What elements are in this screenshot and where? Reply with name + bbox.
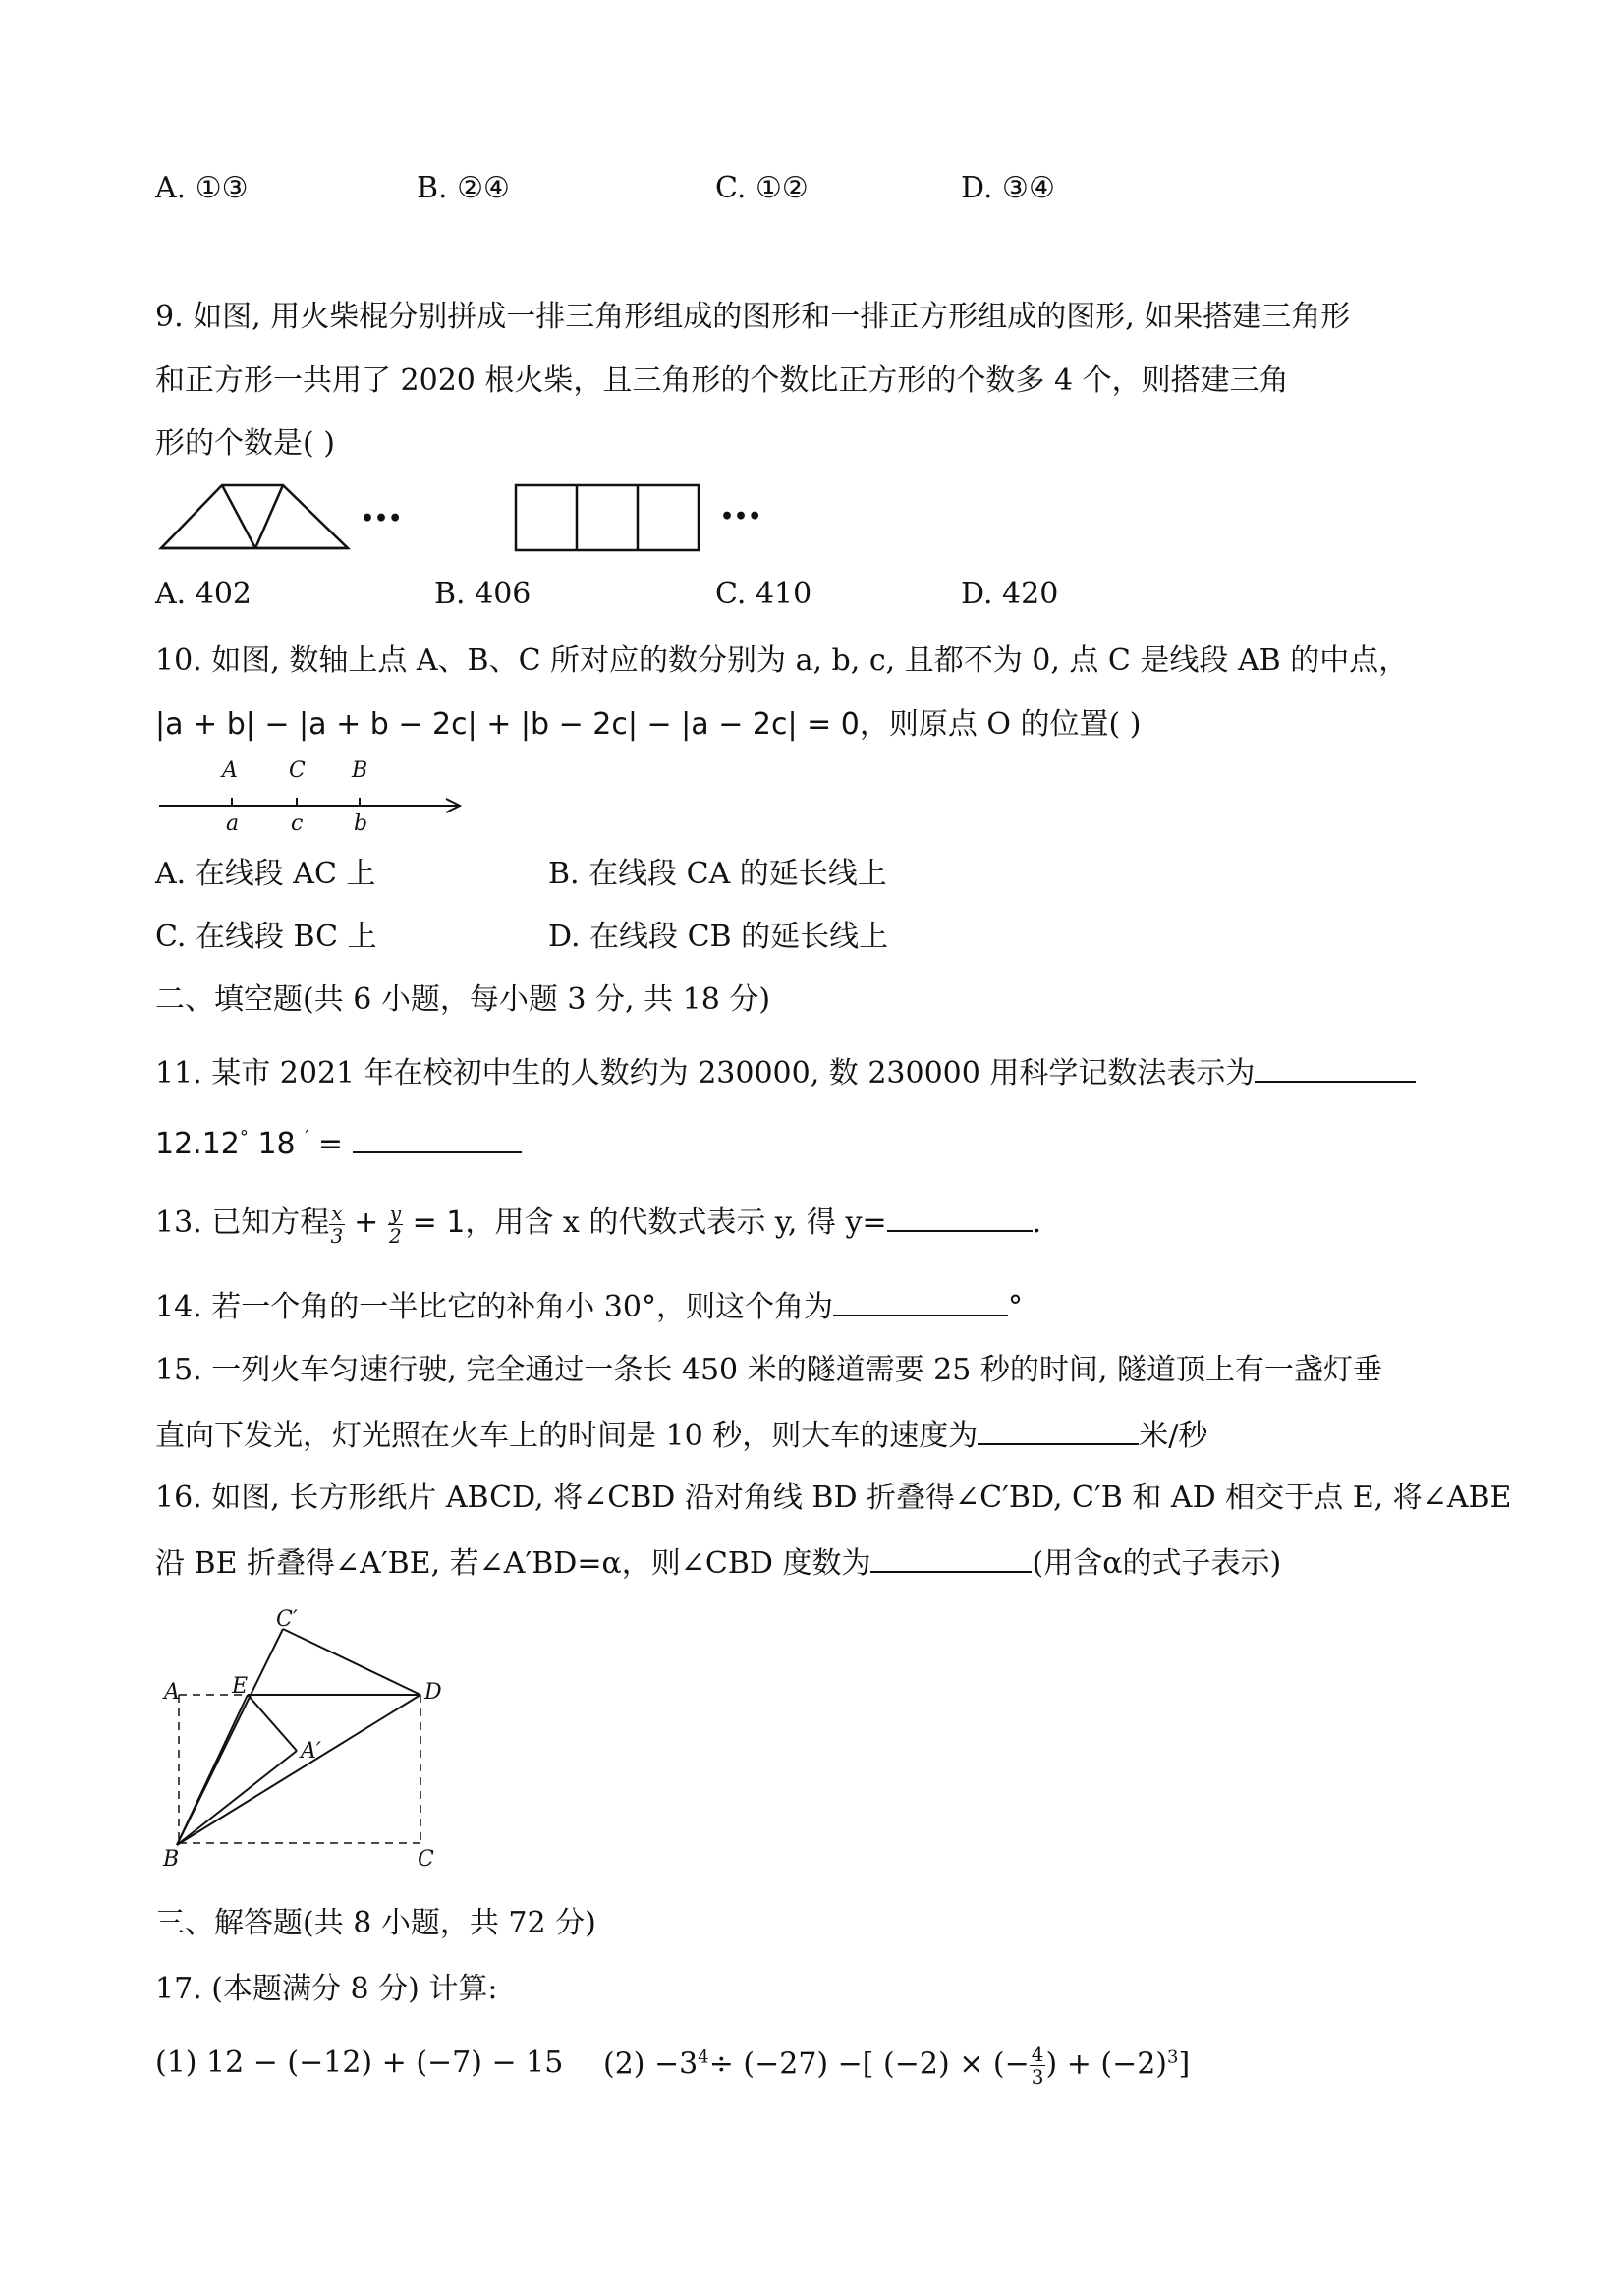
q17-part-1: (1) 12 − (−12) + (−7) − 15: [155, 2045, 564, 2080]
q10-number-line: [157, 756, 472, 845]
q10-option-c: C. 在线段 BC 上: [155, 920, 377, 954]
q11-text: 11. 某市 2021 年在校初中生的人数约为 230000, 数 230000 用科学记数法表示为: [155, 1056, 1256, 1091]
q10-value-c-label: c: [291, 812, 304, 836]
q15-text: 直向下发光，灯光照在火车上的时间是 10 秒，则大车的速度为: [155, 1419, 979, 1453]
q17-title: 17. (本题满分 8 分) 计算:: [155, 1972, 498, 2006]
q13-prefix: 13. 已知方程: [155, 1205, 330, 1240]
q13-end: .: [1032, 1205, 1042, 1240]
q17-part2-frac-den: 3: [1031, 2065, 1044, 2089]
q10-point-b-label: B: [352, 758, 368, 783]
q11: [155, 1051, 1416, 1093]
q9-option-c: C. 410: [715, 577, 812, 611]
q10-option-d: D. 在线段 CB 的延长线上: [548, 920, 889, 954]
q16-label-a: A: [164, 1680, 180, 1705]
q15-unit: 米/秒: [1139, 1419, 1208, 1453]
q17-part2-a: (2) −3: [603, 2046, 699, 2082]
q10-equation: |a + b| − |a + b − 2c| + |b − 2c| − |a − 2c| = 0: [155, 707, 860, 742]
q9-option-b: B. 406: [434, 577, 532, 611]
q12-answer-blank: [353, 1122, 522, 1153]
q9-line-3: 形的个数是( ): [155, 426, 335, 461]
q10-line-1: 10. 如图, 数轴上点 A、B、C 所对应的数分别为 a, b, c, 且都不为 0, 点 C 是线段 AB 的中点，: [155, 644, 1409, 678]
q17-part2-b: ÷ (−27) −[ (−2) × (−: [708, 2046, 1030, 2082]
q12: 12.12° 18 ′ =: [155, 1122, 522, 1164]
q16-label-b: B: [163, 1847, 180, 1872]
q12-minutes: 18: [257, 1127, 296, 1161]
q14-answer-blank: [833, 1285, 1008, 1316]
q9-line-1: 9. 如图, 用火柴棍分别拼成一排三角形组成的图形和一排正方形组成的图形, 如果搭建三角形: [155, 300, 1351, 334]
q9-dots-1: •••: [361, 506, 403, 532]
q9-squares-figure: [514, 483, 700, 552]
q17-part2-exp2: 3: [1167, 2046, 1179, 2068]
q14-end: °: [1007, 1290, 1023, 1324]
q13-frac1-num: x: [331, 1201, 343, 1225]
q13: [155, 1201, 1041, 1247]
q8-option-d: D. ③④: [961, 171, 1055, 205]
q13-plus: +: [354, 1205, 379, 1240]
q10-option-b: B. 在线段 CA 的延长线上: [548, 857, 887, 891]
q13-frac2-num: y: [389, 1201, 402, 1225]
q12-equals: =: [317, 1127, 343, 1161]
q13-answer-blank: [887, 1201, 1033, 1232]
section-2-title: 二、填空题(共 6 小题，每小题 3 分, 共 18 分): [155, 982, 771, 1017]
q10-point-a-label: A: [222, 758, 238, 783]
q16-line-2: [155, 1541, 1281, 1584]
q9-dots-2: •••: [720, 504, 762, 530]
q16-label-c-prime: C′: [276, 1607, 298, 1632]
q16-label-a-prime: A′: [301, 1739, 321, 1764]
q10-value-b-label: b: [354, 812, 368, 836]
q12-prefix: 12.: [155, 1127, 202, 1161]
q15-line-1: 15. 一列火车匀速行驶, 完全通过一条长 450 米的隧道需要 25 秒的时间, 隧道顶上有一盏灯垂: [155, 1353, 1382, 1387]
q16-line-1: 16. 如图, 长方形纸片 ABCD, 将∠CBD 沿对角线 BD 折叠得∠C′BD, C′B 和 AD 相交于点 E, 将∠ABE: [155, 1481, 1512, 1515]
q13-equals: = 1: [412, 1205, 466, 1240]
q16-label-d: D: [424, 1680, 442, 1705]
q13-frac2-den: 2: [389, 1223, 402, 1248]
q9-triangles-figure: [157, 481, 354, 552]
q11-answer-blank: [1255, 1051, 1416, 1083]
q13-suffix: ，用含 x 的代数式表示 y, 得 y=: [465, 1205, 887, 1240]
q10-tail: ，则原点 O 的位置( ): [859, 707, 1142, 742]
q9-option-d: D. 420: [961, 577, 1059, 611]
q10-line-2: [155, 705, 1141, 745]
q16-label-c: C: [418, 1847, 434, 1872]
q10-option-a: A. 在线段 AC 上: [155, 857, 376, 891]
q14: [155, 1285, 1023, 1327]
q8-option-a: A. ①③: [155, 171, 249, 205]
section-3-title: 三、解答题(共 8 小题，共 72 分): [155, 1906, 596, 1940]
q16-tail: (用含α的式子表示): [1032, 1546, 1282, 1581]
q15-line-2: [155, 1414, 1207, 1456]
q9-line-2: 和正方形一共用了 2020 根火柴，且三角形的个数比正方形的个数多 4 个，则搭建三角: [155, 364, 1289, 398]
q17-part2-c: ) + (−2): [1045, 2046, 1167, 2082]
q8-option-c: C. ①②: [715, 171, 809, 205]
q17-part2-d: ]: [1178, 2046, 1191, 2082]
q15-answer-blank: [978, 1414, 1139, 1445]
q17-part2-exp: 4: [698, 2046, 709, 2068]
q8-option-b: B. ②④: [417, 171, 510, 205]
q17-part-2: [603, 2044, 1190, 2088]
q17-part2-frac-num: 4: [1031, 2043, 1044, 2066]
q13-frac1-den: 3: [330, 1223, 344, 1248]
q16-label-e: E: [232, 1674, 249, 1699]
q10-point-c-label: C: [289, 758, 306, 783]
q16-text: 沿 BE 折叠得∠A′BE, 若∠A′BD=α，则∠CBD 度数为: [155, 1546, 871, 1581]
q12-degrees: 12: [201, 1127, 240, 1161]
q10-value-a-label: a: [226, 812, 240, 836]
q16-answer-blank: [870, 1541, 1032, 1573]
q9-option-a: A. 402: [155, 577, 252, 611]
q14-text: 14. 若一个角的一半比它的补角小 30°，则这个角为: [155, 1290, 833, 1324]
